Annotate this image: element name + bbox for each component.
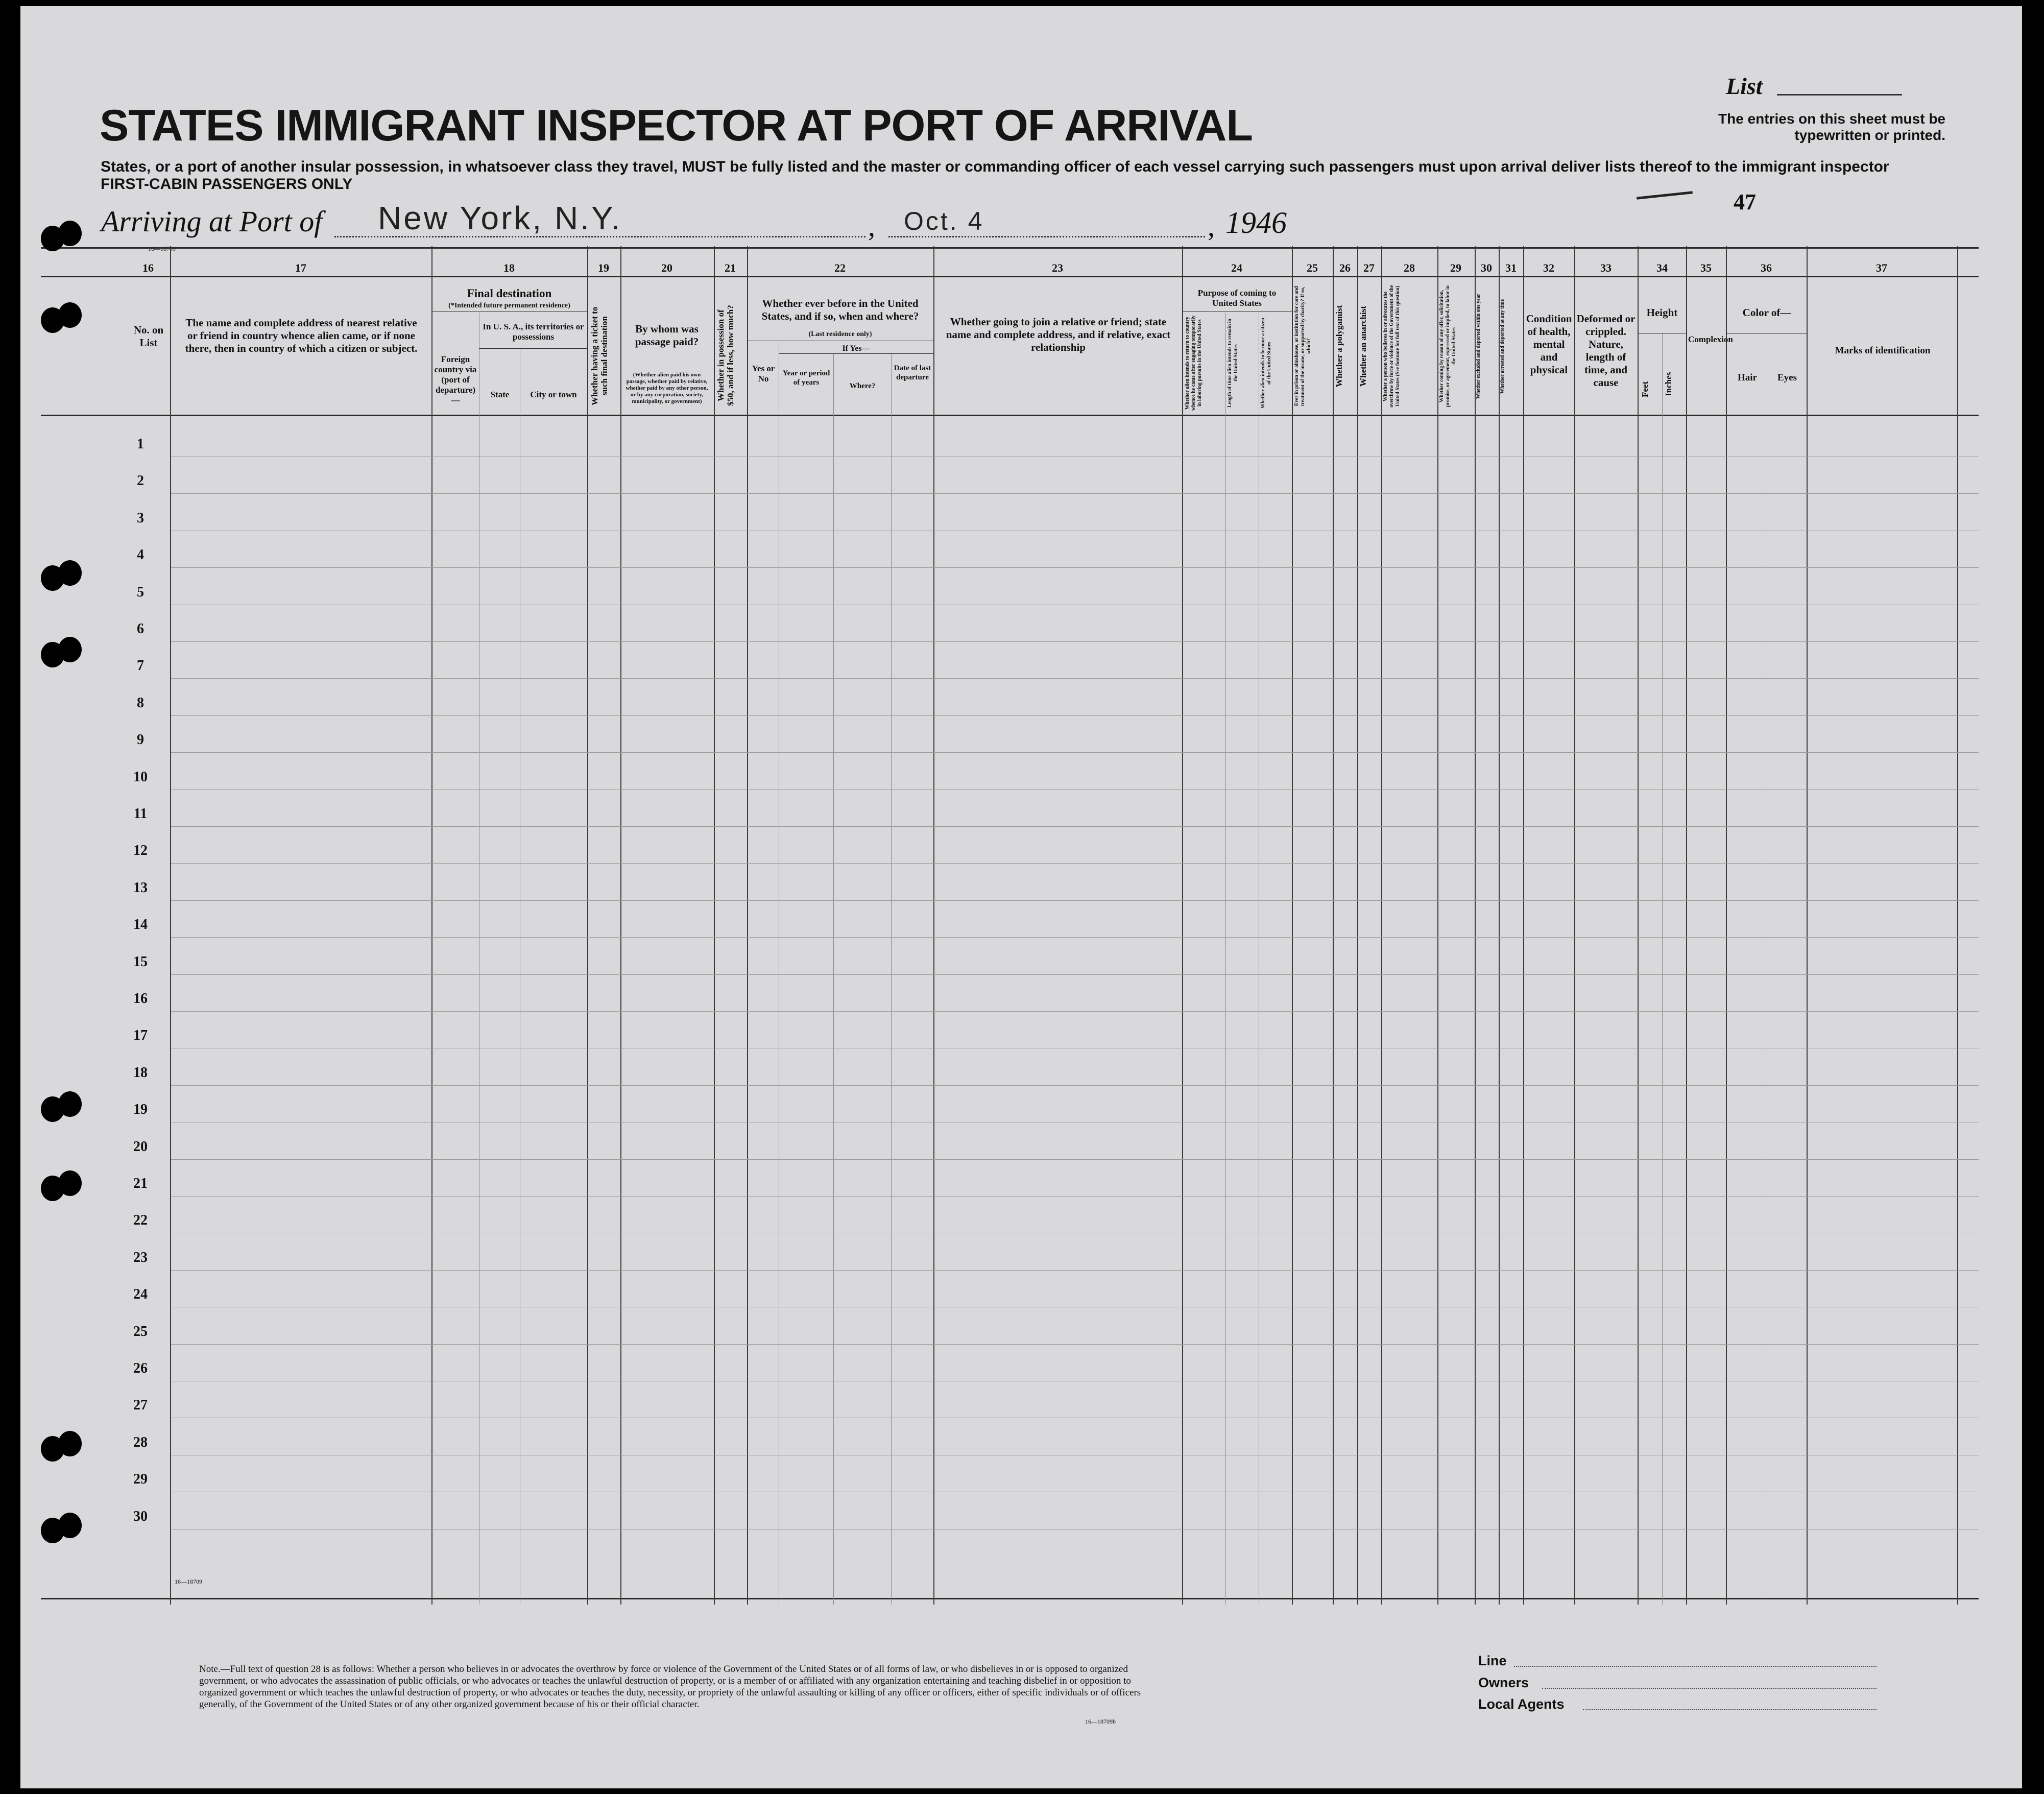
col-21-header: Whether in possession of $50, and if less, how much? [716,305,735,406]
col-20-note: (Whether alien paid his own passage, whether paid by relative, whether paid by any other person, or by any corporation, society, municipality, or government) [626,372,708,404]
col-divider [747,246,748,1605]
binder-hole [58,1513,82,1538]
col-number: 23 [1052,261,1063,274]
col-number: 20 [661,261,672,274]
line-field [1514,1666,1877,1667]
col-26-header: Whether a polygamist [1334,305,1344,388]
manifest-table [41,246,1979,1605]
col-divider [891,353,892,1605]
row-number: 8 [137,695,144,711]
footnote-q28: Note.—Full text of question 28 is as follows: Whether a person who believes in or advocates the overthrow by force or violence of the Government of the United States or of all forms of law, or who disbelieves in or is opposed to organized government, or who advocates the assassination of public officials, or who advocates or teaches the unlawful destruction of property, or is a member of or affiliated with any organization entertaining and teaching disbelief in or opposition to organized government or which teaches the unlawful destruction of property, or who advocates or teaches the duty, necessity, or propriety of the unlawful assaulting or killing of any officer or officers, either of specific individuals or of officers generally, of the Government of the United States or of any other organized government because of his or their official character. [199,1664,1141,1710]
sub-rule [479,348,587,349]
col-number: 34 [1656,261,1668,274]
row-number: 12 [133,843,148,859]
col-number: 25 [1307,261,1318,274]
row-number: 9 [137,732,144,748]
col-number: 28 [1404,261,1415,274]
col-divider [1225,313,1226,1605]
form-code-top: 16—18709 [148,245,176,252]
col-20-header: By whom was passage paid? [635,323,699,348]
number-row-border [41,276,1979,277]
local-agents-field [1583,1709,1877,1710]
col-34-feet: Feet [1640,381,1650,397]
col-divider [1662,333,1663,1605]
table-row [171,715,1979,716]
table-row [171,678,1979,679]
table-row [171,1011,1979,1012]
table-row [171,1344,1979,1345]
col-24-c: Whether alien intends to become a citizen of the United States [1260,318,1272,409]
entries-note: The entries on this sheet must be typewritten or printed. [1718,111,1945,143]
col-22-period: Year or period of years [782,369,830,387]
binder-hole [58,560,82,586]
col-28-header: Whether a person who believes in or advocates the overthrow by force or violence of the Government of the United States (See footnote for full text of this question) [1383,285,1401,408]
col-divider [1574,246,1575,1605]
col-23-header: Whether going to join a relative or friend; state name and complete address, and if relative, exact relationship [946,316,1171,353]
row-number: 2 [137,473,144,489]
col-divider [1292,246,1293,1605]
form-code-b: 16—18709b [1085,1718,1116,1725]
row-number: 10 [133,769,148,785]
row-number: 15 [133,953,148,970]
table-row [171,493,1979,494]
col-25-header: Ever in prison or almshouse, or institution for care and treatment of the insane, or supported by charity? If so, which? [1294,286,1312,406]
col-18-state: State [490,390,510,399]
row-number: 22 [133,1212,148,1229]
col-37-header: Marks of identification [1835,345,1931,356]
comma: , [1208,211,1215,243]
table-row [171,641,1979,642]
col-divider [833,353,834,1605]
col-divider [1523,246,1524,1605]
subtitle: States, or a port of another insular possession, in whatsoever class they travel, MUST be fully listed and the master or commanding officer of each vessel carrying such passengers must upon arrival deliver lists thereof to the immigrant inspector [101,158,1889,175]
col-divider [1182,246,1183,1605]
col-number: 19 [598,261,609,274]
col-36-eyes: Eyes [1777,372,1797,383]
col-34-inches: Inches [1664,372,1673,396]
binder-hole [58,637,82,662]
col-22-where: Where? [849,382,876,390]
col-27-header: Whether an anarchist [1358,305,1368,387]
col-number: 36 [1761,261,1772,274]
col-divider [1807,246,1808,1605]
row-number: 6 [137,621,144,637]
binder-hole [58,221,82,246]
header-bottom-border [41,415,1979,416]
col-22-date: Date of last departure [894,364,931,381]
col-divider [1357,246,1358,1605]
col-divider [620,246,621,1605]
col-36-hair: Hair [1738,372,1757,383]
col-18-city: City or town [530,390,577,399]
list-number-line [1777,94,1902,95]
port-value: New York, N.Y. [378,200,622,236]
table-row [171,1085,1979,1086]
col-number: 35 [1700,261,1712,274]
row-number: 23 [133,1249,148,1265]
col-divider [431,246,432,1605]
col-number: 30 [1481,261,1492,274]
col-number: 33 [1600,261,1612,274]
row-number: 29 [133,1471,148,1488]
row-number: 1 [137,436,144,452]
col-divider [587,246,588,1605]
top-border [41,247,1979,249]
row-number: 18 [133,1064,148,1081]
col-divider [933,246,934,1605]
col-22-if-yes: If Yes— [842,344,870,353]
manifest-sheet [20,6,2022,1788]
arriving-label: Arriving at Port of [101,205,323,238]
col-18-usa: In U. S. A., its territories or possessions [483,322,584,342]
col-33-header: Deformed or crippled. Nature, length of time, and cause [1576,313,1636,389]
row-number: 19 [133,1102,148,1118]
col-34-header: Height [1646,306,1678,319]
binder-hole [58,1431,82,1456]
col-35-header: Complexion [1688,334,1733,344]
binder-hole [58,1170,82,1196]
row-number: 14 [133,917,148,933]
row-number: 24 [133,1286,148,1303]
col-18-header: Final destination [467,287,552,300]
table-row [171,900,1979,901]
col-22-note: (Last residence only) [808,330,872,338]
col-18-foreign: Foreign country via (port of departure)— [434,354,477,405]
table-row [171,1159,1979,1160]
form-code-bottom: 16—18709 [175,1578,202,1585]
row-number: 27 [133,1397,148,1414]
col-divider [1381,246,1382,1605]
table-row [171,863,1979,864]
col-24-b: Length of time alien intends to remain in the United States [1227,319,1239,408]
col-22-header: Whether ever before in the United States, and if so, when and where? [761,297,919,322]
col-19-header: Whether having a ticket to such final destination [590,306,609,405]
col-number: 27 [1363,261,1375,274]
owners-field [1542,1688,1877,1689]
col-31-header: Whether arrested and deported at any time [1500,299,1505,394]
row-number: 26 [133,1360,148,1376]
list-label: List [1726,73,1763,99]
row-number: 4 [137,547,144,563]
comma: , [868,211,875,243]
local-agents-label: Local Agents [1478,1696,1565,1712]
col-29-header: Whether coming by reason of any offer, solicitation, promise, or agreement, expressed or implied, to labor in the United States [1439,285,1457,408]
row-number: 16 [133,991,148,1007]
col-divider [714,246,715,1605]
col-divider [1333,246,1334,1605]
col-24-header: Purpose of coming to United States [1197,288,1277,308]
col-30-header: Whether excluded and deported within one year [1476,294,1481,399]
col-32-header: Condition of health, mental and physical [1526,313,1572,376]
table-row [171,974,1979,975]
col-divider [170,246,171,1605]
row-number: 28 [133,1434,148,1450]
row-number: 5 [137,584,144,600]
line-label: Line [1478,1653,1507,1668]
col-number: 24 [1231,261,1242,274]
col-number: 18 [503,261,515,274]
bottom-border [41,1598,1979,1599]
binder-hole [58,302,82,328]
col-16-header: No. on List [133,324,164,349]
table-row [171,826,1979,827]
row-number: 3 [137,510,144,526]
class-line: FIRST-CABIN PASSENGERS ONLY [101,176,353,193]
row-number: 20 [133,1138,148,1155]
col-divider [1437,246,1438,1605]
col-number: 26 [1339,261,1351,274]
col-number: 22 [834,261,846,274]
binder-hole [58,1091,82,1117]
col-divider [1638,246,1639,1605]
row-number: 13 [133,879,148,896]
row-number: 30 [133,1508,148,1524]
date-value: Oct. 4 [904,207,984,235]
row-number: 7 [137,658,144,674]
page-title: STATES IMMIGRANT INSPECTOR AT PORT OF ARRIVAL [100,101,1253,150]
col-18-note: (*Intended future permanent residence) [448,302,570,309]
col-22-yes-no: Yes or No [752,364,775,384]
date-line [888,236,1205,237]
col-divider [1726,246,1727,1605]
year-value: 1946 [1225,206,1287,240]
col-17-header: The name and complete address of nearest relative or friend in country whence alien came, or if none there, then in country of which a citizen or subject. [185,317,418,354]
table-row [171,567,1979,568]
col-36-header: Color of— [1742,306,1791,319]
sheet-number: 47 [1734,189,1756,214]
col-number: 37 [1876,261,1887,274]
table-row [171,1270,1979,1271]
row-number: 25 [133,1323,148,1339]
col-number: 29 [1450,261,1461,274]
table-row [171,937,1979,938]
col-24-a: Whether alien intends to return to country whence he came after engaging temporarily in laboring pursuits in the United States [1185,315,1203,411]
row-number: 21 [133,1176,148,1191]
col-divider [1475,246,1476,1605]
col-number: 21 [725,261,736,274]
pen-mark [1637,191,1693,199]
col-number: 32 [1543,261,1554,274]
col-number: 17 [295,261,306,274]
col-divider [1499,246,1500,1605]
row-number: 11 [133,806,148,822]
col-divider [1957,246,1958,1605]
col-number: 31 [1505,261,1517,274]
table-row [171,752,1979,753]
col-number: 16 [142,261,154,274]
col-divider [1686,246,1687,1605]
row-number: 17 [133,1027,148,1044]
owners-label: Owners [1478,1675,1529,1690]
table-row [171,1196,1979,1197]
